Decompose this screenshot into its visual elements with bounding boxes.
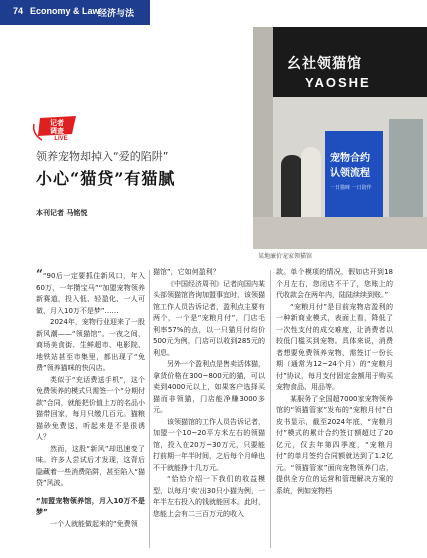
logo-label	[36, 119, 78, 135]
section-name-en: Economy & Law	[30, 6, 100, 16]
poster-subtext: 一日猫咪 一日陪伴	[330, 185, 372, 191]
article-column-2	[153, 267, 265, 520]
subheading: “加盟宠物领养馆，月入10万不是梦”	[36, 496, 145, 516]
paragraph: 该领猫馆的工作人员告诉记者，加盟一个10~20平方米左右的领猫馆，投入在20万~30万元，只要能打前期一年半时间，之后每个月峰也不干就能挣十几万元。	[153, 417, 265, 472]
paragraph: “恰恰介绍一下我们的收益模型，以每月‘卖’出30只小猫为例，一年半左右投入的钱就能回本。此时，您能上会有二三百万元的收入	[153, 475, 265, 518]
photo-wall	[253, 27, 273, 249]
page-number: 74	[13, 6, 24, 16]
article-photo	[253, 27, 427, 249]
reporter-investigation-logo	[36, 116, 78, 140]
paragraph: 一个人就能做起来的“免费领	[50, 519, 138, 528]
paragraph	[36, 267, 145, 317]
logo-label-line-2: 调查	[50, 127, 64, 135]
photo-caption: 某地廉价宠家领猫馆	[258, 253, 313, 260]
logo-live-tag: LIVE	[54, 136, 68, 142]
paragraph: 《中国经济周刊》记者向国内某头部领猫馆咨询加盟事宜时，该领猫馆工作人员告诉记者，盈利点主要有两个，一个是“宠粮月付”，门店毛利率57%的点，以一只猫月付均价500元为例，门店可以收到285元的利息。	[153, 279, 265, 357]
paragraph: “宠粮月付”是目前宠物店盈利的一种新商业模式，表面上看，降低了一次性支付的成交难度，让消费者以较低门槛买到宠物。具体来说，消费者想要免费领养宠物，需签订一份长期（通常为12~24个月）的“宠粮月付”协议，每月支付固定金额用于购买宠物食品、用品等。	[276, 302, 393, 391]
store-sign-en: YAOSHE	[305, 75, 371, 90]
article-byline: 本刊记者 马铭悦	[36, 209, 88, 217]
column-divider	[270, 270, 271, 548]
logo-label-line-1: 记者	[50, 119, 64, 127]
paragraph: 某服务了全国超7000家宠物领养馆的“领猫管家”发布的“宠粮月付”白皮书显示，截至2024年底，“宠粮月付”模式的累计合约签订额超过了20亿元，仅去年第四季度，“宠粮月付”的单月签约合同额就达到了1.2亿元。“领猫管家”面向宠物领养门店，提供全方位的运营和管理解决方案的系统，例如宠物档	[276, 394, 393, 495]
store-door	[389, 119, 423, 219]
paragraph: 款。单个模项的情况，假如店开到18个月左右，您闭店不干了，您账上的代收款会在两年内，陆陆续续到账。”	[276, 268, 393, 299]
column-divider	[149, 270, 150, 548]
poster-line-1: 宠物合约	[330, 153, 370, 164]
article-headline: 小心“猫贷”有猫腻	[36, 169, 176, 188]
paragraph: 然而，这股“新风”却迅速变了味。许多人尝试后才发现，这背后隐藏着一些消费陷阱，甚至陷入“猫贷”风波。	[36, 444, 145, 487]
article-column-3	[276, 267, 393, 497]
article-column-1	[36, 267, 145, 530]
poster-line-2: 认领流程	[330, 168, 370, 179]
photo-floor	[253, 217, 427, 249]
customer-figure	[281, 155, 303, 223]
paragraph: 类似于“充话费送手机”，这个免费领养的模式只需签一个“分期付款”合同，就能把价值上万的名品小猫带回家，每月只缴几百元。猫粮猫砂免费送，听起来是不是很诱人？	[36, 375, 145, 441]
customer-figure	[301, 147, 321, 221]
store-sign	[273, 27, 427, 97]
paragraph: 2024年，宠物行业迎来了一股新风潮——“领猫馆”。一夜之间，商场美食街、生鲜超市、电影院、地铁站甚至市集里，都出现了“免费”领养猫咪的快闪店。	[36, 318, 145, 372]
paragraph: 另外一个盈利点是售卖活体猫，拿货价格在300~800元的猫，可以卖到4000元以上，如果客户选择买猫而非领猫，门店能净赚3000多元。	[153, 360, 265, 414]
paragraph-text: “90后一定要抓住新风口，年入60万，一年攒宝马”“加盟宠物领养新赛道，投入低、轻盈化、一人可做，月入10万不是梦”……	[36, 272, 145, 315]
store-sign-cn: 幺社领猫馆	[287, 56, 362, 72]
article-subtitle: 领养宠物却掉入“爱的陷阱”	[36, 150, 169, 163]
paragraph: 猫馆”，它如何盈利？	[153, 268, 220, 276]
section-name-cn: 经济与法	[98, 9, 135, 19]
section-header-bar	[0, 0, 150, 25]
quote-mark-icon: “	[36, 267, 43, 281]
store-poster	[325, 131, 383, 219]
